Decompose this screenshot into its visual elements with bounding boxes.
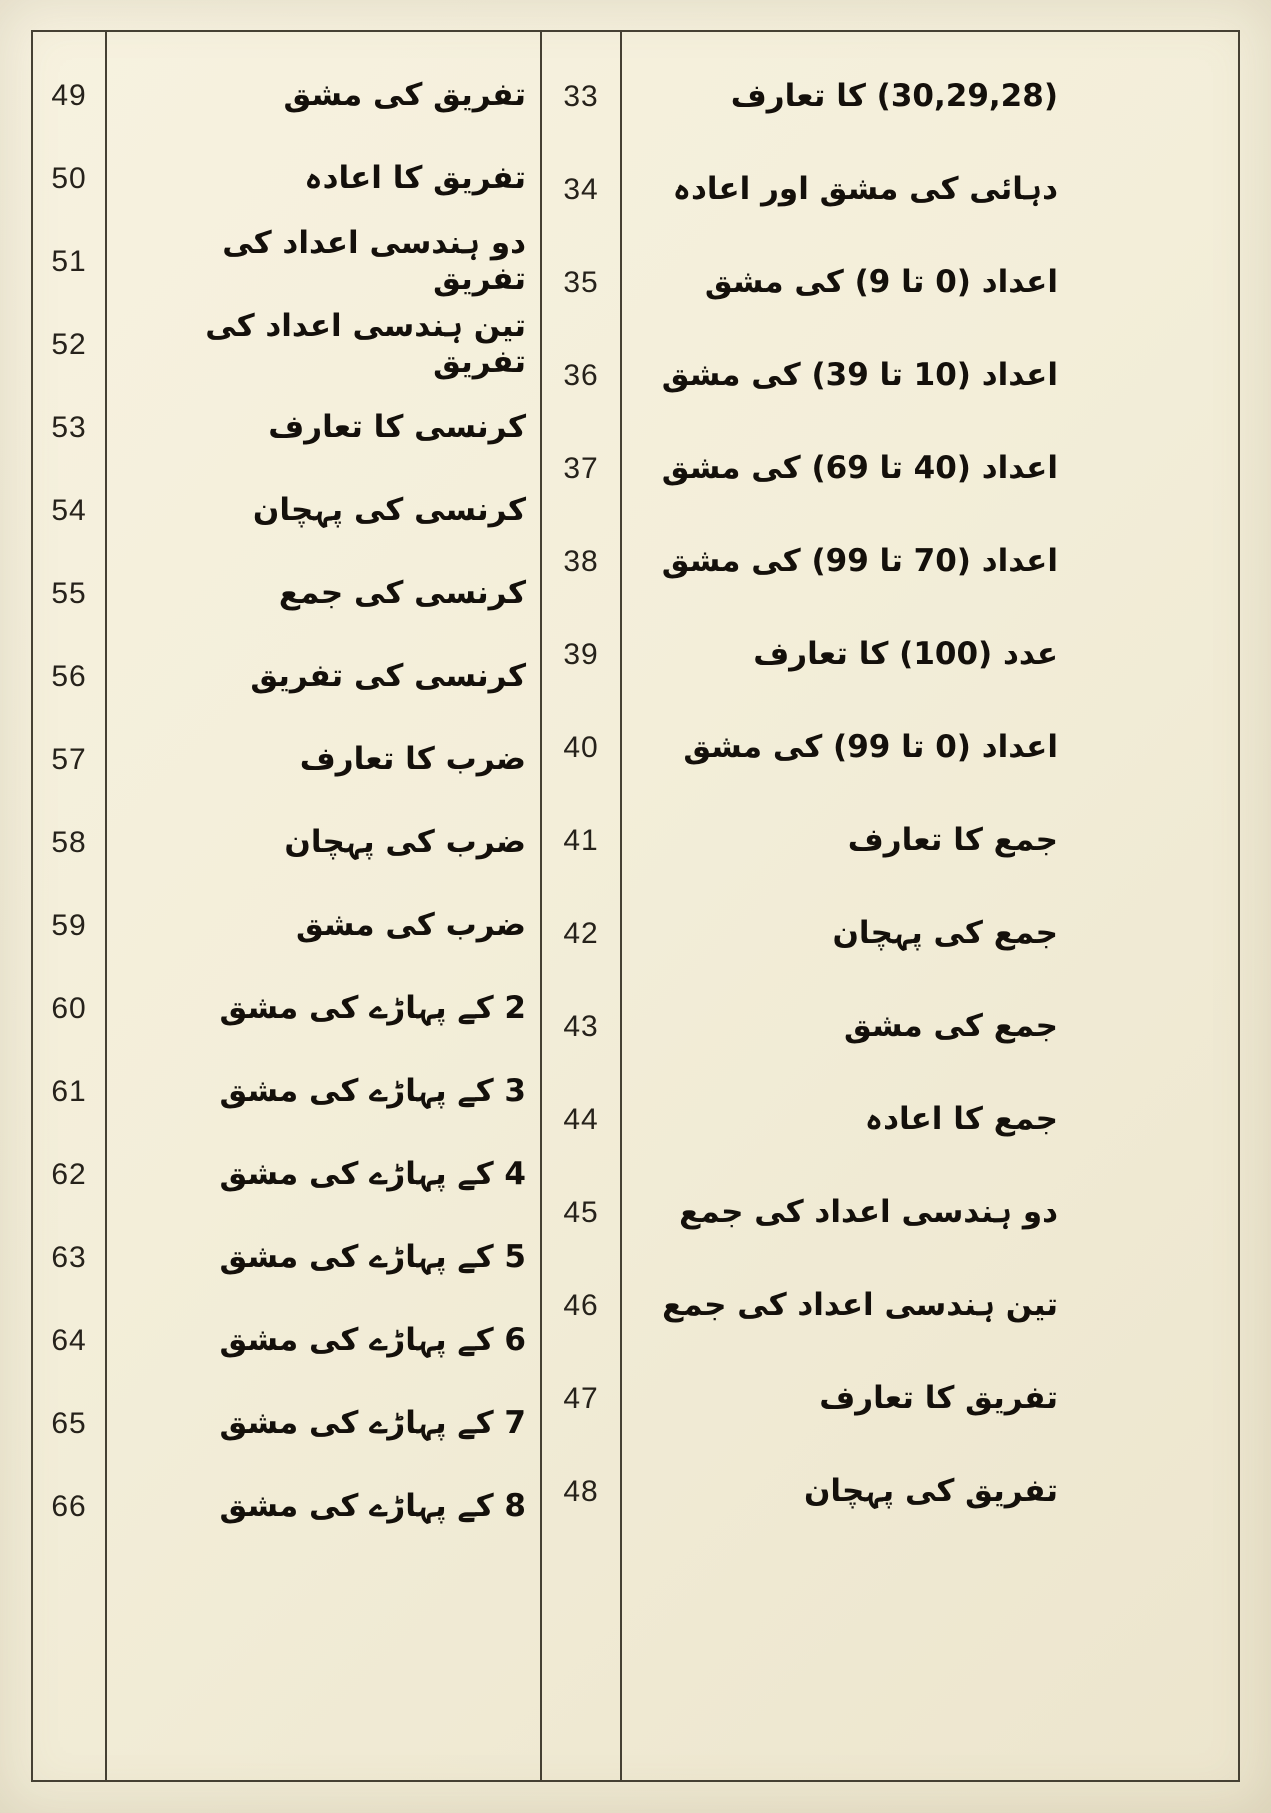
lesson-number: 51 — [51, 244, 87, 278]
lesson-number: 43 — [563, 1009, 599, 1043]
lesson-number: 54 — [51, 493, 87, 527]
lesson-number: 64 — [51, 1323, 87, 1357]
lesson-title-urdu: کرنسی کی پہچان — [252, 491, 526, 528]
lesson-number: 33 — [563, 79, 599, 113]
toc-row — [542, 1445, 1238, 1538]
lesson-number: 52 — [51, 327, 87, 361]
lesson-title-urdu: 3 کے پہاڑے کی مشق — [219, 1072, 526, 1109]
toc-row — [542, 143, 1238, 236]
toc-row — [33, 1216, 542, 1299]
toc-row — [33, 718, 542, 801]
toc-row — [542, 608, 1238, 701]
lesson-title-urdu: اعداد (70 تا 99) کی مشق — [661, 542, 1058, 579]
lesson-number: 37 — [563, 451, 599, 485]
toc-row — [33, 469, 542, 552]
toc-row — [33, 884, 542, 967]
lesson-number: 61 — [51, 1074, 87, 1108]
lesson-number: 39 — [563, 637, 599, 671]
toc-row — [542, 50, 1238, 143]
lesson-title-urdu: جمع کا اعادہ — [864, 1100, 1058, 1137]
toc-column-right-lessons-33-48 — [542, 32, 1238, 1780]
lesson-number: 56 — [51, 659, 87, 693]
toc-row — [33, 801, 542, 884]
lesson-number: 59 — [51, 908, 87, 942]
toc-row — [33, 1133, 542, 1216]
lesson-title-urdu: تفریق کی مشق — [283, 76, 526, 113]
lesson-title-urdu: تین ہندسی اعداد کی تفریق — [205, 307, 526, 380]
lesson-number: 48 — [563, 1474, 599, 1508]
lesson-title-urdu: اعداد (0 تا 99) کی مشق — [683, 728, 1058, 765]
lesson-number: 46 — [563, 1288, 599, 1322]
toc-row — [33, 54, 542, 137]
toc-row — [33, 220, 542, 303]
toc-row — [542, 1259, 1238, 1352]
lesson-title-urdu: ضرب کی مشق — [295, 906, 526, 943]
toc-row — [542, 1073, 1238, 1166]
toc-row — [542, 1352, 1238, 1445]
lesson-number: 50 — [51, 161, 87, 195]
lesson-number: 49 — [51, 78, 87, 112]
toc-row — [33, 1465, 542, 1548]
toc-row — [33, 967, 542, 1050]
lesson-title-urdu: کرنسی کی جمع — [278, 574, 526, 611]
toc-row — [33, 635, 542, 718]
toc-row — [33, 552, 542, 635]
toc-row — [542, 236, 1238, 329]
lesson-number: 66 — [51, 1489, 87, 1523]
lesson-number: 40 — [563, 730, 599, 764]
lesson-title-urdu: اعداد (40 تا 69) کی مشق — [661, 449, 1058, 486]
toc-row — [33, 303, 542, 386]
lesson-number: 57 — [51, 742, 87, 776]
lesson-title-urdu: کرنسی کی تفریق — [250, 657, 526, 694]
lesson-number: 60 — [51, 991, 87, 1025]
toc-row — [33, 386, 542, 469]
lesson-number: 36 — [563, 358, 599, 392]
toc-column-left-lessons-49-66 — [33, 32, 542, 1780]
lesson-number: 45 — [563, 1195, 599, 1229]
toc-row — [542, 701, 1238, 794]
toc-table-frame — [31, 30, 1240, 1782]
lesson-title-urdu: جمع کا تعارف — [847, 821, 1058, 858]
toc-row — [542, 887, 1238, 980]
lesson-title-urdu: دو ہندسی اعداد کی جمع — [679, 1193, 1058, 1230]
toc-row — [542, 1166, 1238, 1259]
lesson-number: 34 — [563, 172, 599, 206]
lesson-title-urdu: 5 کے پہاڑے کی مشق — [219, 1238, 526, 1275]
lesson-title-urdu: ضرب کا تعارف — [299, 740, 526, 777]
lesson-number: 44 — [563, 1102, 599, 1136]
toc-row — [33, 137, 542, 220]
lesson-title-urdu: دہائی کی مشق اور اعادہ — [672, 170, 1058, 207]
lesson-title-urdu: جمع کی پہچان — [832, 914, 1058, 951]
lesson-number: 58 — [51, 825, 87, 859]
toc-row — [542, 794, 1238, 887]
lesson-title-urdu: ضرب کی پہچان — [284, 823, 526, 860]
lesson-title-urdu: تین ہندسی اعداد کی جمع — [662, 1286, 1058, 1323]
lesson-title-urdu: تفریق کی پہچان — [803, 1472, 1058, 1509]
lesson-number: 47 — [563, 1381, 599, 1415]
lesson-number: 53 — [51, 410, 87, 444]
lesson-number: 35 — [563, 265, 599, 299]
toc-row — [542, 329, 1238, 422]
lesson-number: 38 — [563, 544, 599, 578]
lesson-title-urdu: 8 کے پہاڑے کی مشق — [219, 1487, 526, 1524]
lesson-title-urdu: 6 کے پہاڑے کی مشق — [219, 1321, 526, 1358]
toc-row — [542, 980, 1238, 1073]
toc-row — [33, 1299, 542, 1382]
lesson-title-urdu: تفریق کا تعارف — [819, 1379, 1058, 1416]
toc-row — [33, 1382, 542, 1465]
lesson-number: 41 — [563, 823, 599, 857]
lesson-number: 65 — [51, 1406, 87, 1440]
lesson-title-urdu: دو ہندسی اعداد کی تفریق — [222, 224, 526, 297]
lesson-title-urdu: (30,29,28) کا تعارف — [730, 77, 1058, 114]
lesson-title-urdu: جمع کی مشق — [844, 1007, 1058, 1044]
lesson-title-urdu: اعداد (0 تا 9) کی مشق — [704, 263, 1058, 300]
lesson-title-urdu: کرنسی کا تعارف — [268, 408, 526, 445]
lesson-number: 42 — [563, 916, 599, 950]
lesson-title-urdu: 2 کے پہاڑے کی مشق — [219, 989, 526, 1026]
lesson-number: 63 — [51, 1240, 87, 1274]
lesson-title-urdu: تفریق کا اعادہ — [304, 159, 526, 196]
toc-row — [33, 1050, 542, 1133]
toc-row — [542, 515, 1238, 608]
toc-row — [542, 422, 1238, 515]
lesson-title-urdu: 7 کے پہاڑے کی مشق — [219, 1404, 526, 1441]
lesson-title-urdu: عدد (100) کا تعارف — [753, 635, 1058, 672]
lesson-title-urdu: 4 کے پہاڑے کی مشق — [219, 1155, 526, 1192]
lesson-number: 55 — [51, 576, 87, 610]
lesson-number: 62 — [51, 1157, 87, 1191]
lesson-title-urdu: اعداد (10 تا 39) کی مشق — [661, 356, 1058, 393]
